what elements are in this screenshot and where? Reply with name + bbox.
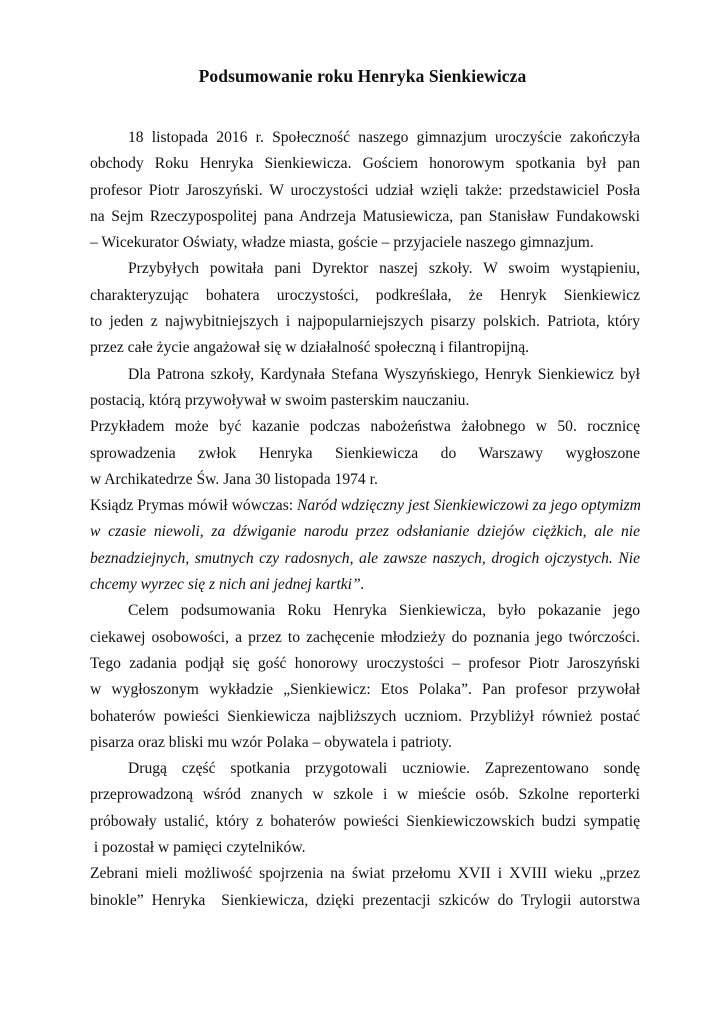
text-line: postacią, którą przywoływał w swoim pasterskim nauczaniu. bbox=[90, 391, 470, 409]
text-line: i pozostał w pamięci czytelników. bbox=[90, 839, 306, 857]
text-line: obchody Roku Henryka Sienkiewicza. Gościem honorowym spotkania był pan bbox=[90, 155, 640, 173]
paragraph bbox=[90, 125, 640, 256]
paragraph bbox=[90, 598, 640, 756]
quote-intro: Ksiądz Prymas mówił wówczas: bbox=[90, 497, 298, 515]
text-line: binokle” Henryka Sienkiewicza, dzięki prezentacji szkiców do Trylogii autorstwa bbox=[90, 891, 640, 909]
text-line: pisarza oraz bliski mu wzór Polaka – obywatela i patrioty. bbox=[90, 733, 452, 751]
text-line: profesor Piotr Jaroszyński. W uroczystości udział wzięli także: przedstawiciel Posła bbox=[90, 181, 640, 199]
text-line bbox=[90, 546, 640, 572]
quote-paragraph bbox=[90, 493, 640, 598]
paragraph bbox=[90, 756, 640, 861]
text-line: Przykładem może być kazanie podczas nabożeństwa żałobnego w 50. rocznicę bbox=[90, 418, 640, 436]
text-line: przeprowadzoną wśród znanych w szkole i w mieście osób. Szkolne reporterki bbox=[90, 786, 640, 804]
text-line bbox=[90, 572, 640, 598]
text-line: Drugą część spotkania przygotowali uczniowie. Zaprezentowano sondę bbox=[128, 760, 640, 778]
text-line: Zebrani mieli możliwość spojrzenia na świat przełomu XVII i XVIII wieku „przez bbox=[90, 865, 640, 883]
text-line: – Wicekurator Oświaty, władze miasta, goście – przyjaciele naszego gimnazjum. bbox=[90, 234, 594, 252]
text-line bbox=[90, 519, 640, 545]
text-line: 18 listopada 2016 r. Społeczność naszego gimnazjum uroczyście zakończyła bbox=[128, 129, 640, 146]
text-line: sprowadzenia zwłok Henryka Sienkiewicza do Warszawy wygłoszone bbox=[90, 444, 640, 462]
text-line: w Archikatedrze Św. Jana 30 listopada 1974 r. bbox=[90, 470, 378, 488]
text-line: to jeden z najwybitniejszych i najpopularniejszych pisarzy polskich. Patriota, który bbox=[90, 313, 640, 331]
text-line: przez całe życie angażował się w działalność społeczną i filantropijną. bbox=[90, 339, 530, 357]
paragraph bbox=[90, 861, 640, 914]
text-line: Celem podsumowania Roku Henryka Sienkiewicza, było pokazanie jego bbox=[128, 602, 640, 620]
text-line: Przybyłych powitała pani Dyrektor naszej szkoły. W swoim wystąpieniu, bbox=[128, 260, 640, 278]
document-title: Podsumowanie roku Henryka Sienkiewicza bbox=[198, 66, 527, 86]
document-body bbox=[90, 125, 640, 914]
paragraph bbox=[90, 362, 640, 415]
quote-text: beznadziejnych, smutnych czy radosnych, ale zawsze naszych, drogich ojczystych. Nie bbox=[90, 549, 640, 567]
paragraph bbox=[90, 256, 640, 361]
quote-text: Naród wdzięczny jest Sienkiewiczowi za jego optymizm bbox=[297, 497, 641, 515]
text-line: Dla Patrona szkoły, Kardynała Stefana Wyszyńskiego, Henryk Sienkiewicz był bbox=[128, 365, 640, 383]
quote-text: chcemy wyrzec się z nich ani jednej kartki”. bbox=[90, 576, 365, 594]
text-line: na Sejm Rzeczypospolitej pana Andrzeja Matusiewicza, pan Stanisław Fundakowski bbox=[90, 207, 640, 225]
text-line: Tego zadania podjął się gość honorowy uroczystości – profesor Piotr Jaroszyński bbox=[90, 654, 640, 672]
text-line: charakteryzując bohatera uroczystości, podkreślała, że Henryk Sienkiewicz bbox=[90, 286, 640, 304]
text-line: w wygłoszonym wykładzie „Sienkiewicz: Etos Polaka”. Pan profesor przywołał bbox=[90, 681, 640, 699]
text-line: bohaterów powieści Sienkiewicza najbliższych uczniom. Przybliżył również postać bbox=[90, 707, 640, 725]
text-line bbox=[90, 493, 640, 519]
text-line: ciekawej osobowości, a przez to zachęcenie młodzieży do poznania jego twórczości. bbox=[90, 628, 640, 646]
quote-text: w czasie niewoli, za dźwiganie narodu przez odsłanianie dziejów ciężkich, ale nie bbox=[90, 523, 640, 541]
text-line: próbowały ustalić, który z bohaterów powieści Sienkiewiczowskich budzi sympatię bbox=[90, 812, 640, 830]
paragraph bbox=[90, 414, 640, 493]
